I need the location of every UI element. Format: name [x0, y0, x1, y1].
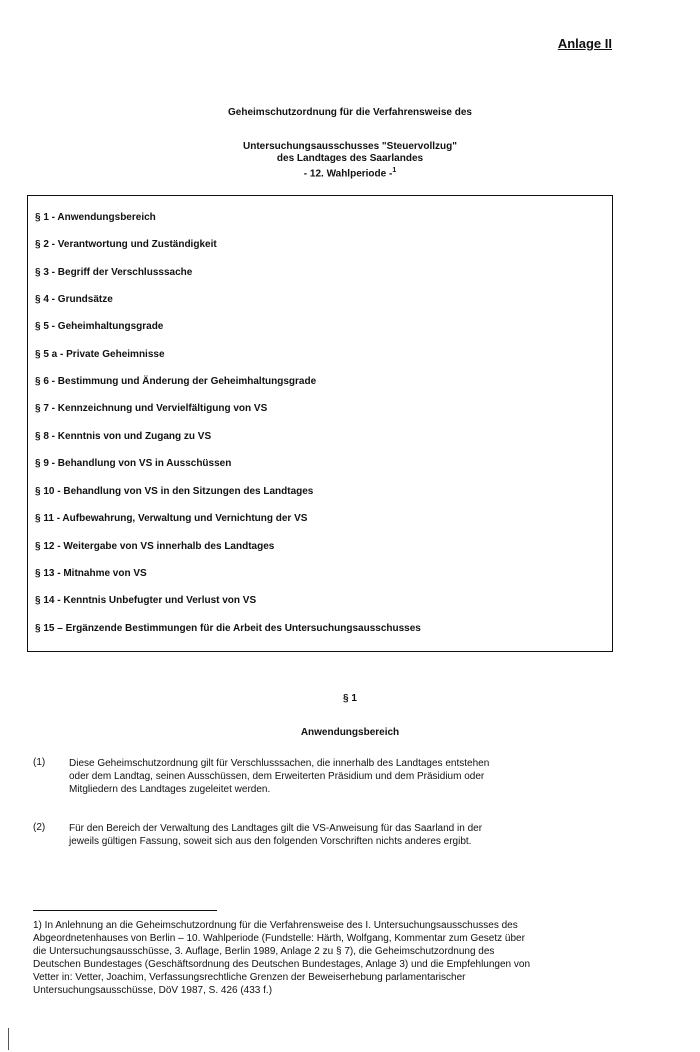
paragraph-line: jeweils gültigen Fassung, soweit sich aus den folgenden Vorschriften nichts anderes ergibt.: [69, 836, 472, 847]
paragraph-line: Für den Bereich der Verwaltung des Landtages gilt die VS-Anweisung für das Saarland in der: [69, 823, 483, 834]
toc-item: § 5 a - Private Geheimnisse: [35, 349, 165, 360]
table-of-contents: [27, 195, 613, 652]
footnote-line: Deutschen Bundestages (Geschäftsordnung des Deutschen Bundestages, Anlage 3) und die Empfehlungen von: [33, 959, 531, 970]
toc-item: § 15 – Ergänzende Bestimmungen für die Arbeit des Untersuchungsausschusses: [35, 623, 421, 634]
toc-item: § 2 - Verantwortung und Zuständigkeit: [35, 239, 217, 250]
toc-item: § 14 - Kenntnis Unbefugter und Verlust von VS: [35, 595, 257, 606]
footnote-line: die Untersuchungsausschüsse, 3. Auflage, Berlin 1989, Anlage 2 zu § 7), die Geheimschutzordnung des: [33, 946, 495, 957]
paragraph-line: Mitgliedern des Landtages zugeleitet werden.: [69, 784, 271, 795]
toc-item: § 9 - Behandlung von VS in Ausschüssen: [35, 458, 232, 469]
paragraph-text: [69, 757, 589, 796]
scan-mark: [8, 1028, 9, 1050]
document-title-line-3: des Landtages des Saarlandes: [276, 153, 424, 164]
toc-item: § 10 - Behandlung von VS in den Sitzungen des Landtages: [35, 486, 314, 497]
document-title-line-4: [0, 165, 700, 180]
paragraph-number: (2): [33, 822, 46, 833]
footnote-line: Untersuchungsausschüsse, DöV 1987, S. 426 (433 f.): [33, 985, 273, 996]
document-title-line-2: Untersuchungsausschusses "Steuervollzug": [243, 141, 457, 152]
toc-item: § 5 - Geheimhaltungsgrade: [35, 321, 164, 332]
paragraph-text: [69, 822, 589, 848]
toc-item: § 13 - Mitnahme von VS: [35, 568, 147, 579]
paragraph-number: (1): [33, 757, 46, 768]
paragraph-line: oder dem Landtag, seinen Ausschüssen, dem Erweiterten Präsidium und dem Präsidium oder: [69, 771, 485, 782]
document-title-line-1: Geheimschutzordnung für die Verfahrensweise des: [228, 107, 472, 118]
footnote-line: Abgeordnetenhauses von Berlin – 10. Wahlperiode (Fundstelle: Härth, Wolfgang, Kommentar zum Gesetz über: [33, 933, 525, 944]
footnote-line: Vetter in: Vetter, Joachim, Verfassungsrechtliche Grenzen der Beweiserhebung parlamentarischer: [33, 972, 466, 983]
footnote-marker: 1: [392, 167, 397, 174]
footnote: [33, 919, 613, 997]
annex-label: Anlage II: [557, 36, 612, 51]
toc-item: § 1 - Anwendungsbereich: [35, 212, 156, 223]
toc-item: § 4 - Grundsätze: [35, 294, 113, 305]
toc-item: § 6 - Bestimmung und Änderung der Geheimhaltungsgrade: [35, 376, 317, 387]
toc-item: § 8 - Kenntnis von und Zugang zu VS: [35, 431, 212, 442]
paragraph-line: Diese Geheimschutzordnung gilt für Verschlusssachen, die innerhalb des Landtages entstehen: [69, 758, 490, 769]
period-label: - 12. Wahlperiode -: [303, 168, 393, 180]
toc-item: § 7 - Kennzeichnung und Vervielfältigung von VS: [35, 403, 268, 414]
footnote-separator: [33, 910, 217, 911]
toc-item: § 12 - Weitergabe von VS innerhalb des Landtages: [35, 541, 275, 552]
toc-item: § 3 - Begriff der Verschlusssache: [35, 267, 193, 278]
section-number: § 1: [343, 693, 357, 704]
footnote-line: 1) In Anlehnung an die Geheimschutzordnung für die Verfahrensweise des I. Untersuchungsausschusses des: [33, 920, 518, 931]
section-title: Anwendungsbereich: [300, 727, 400, 738]
toc-item: § 11 - Aufbewahrung, Verwaltung und Vernichtung der VS: [35, 513, 308, 524]
